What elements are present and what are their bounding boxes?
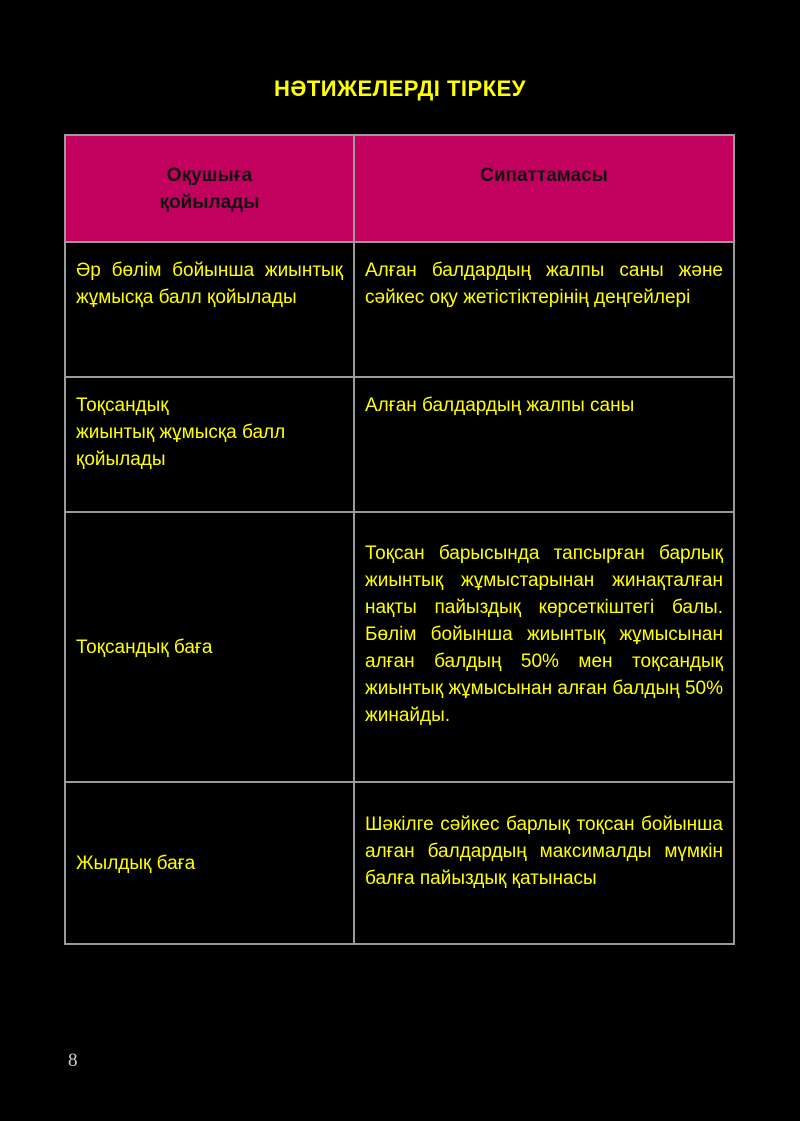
- row-assigned-cell: Тоқсандық жиынтық жұмысқа балл қойылады: [65, 377, 354, 512]
- table-row: [65, 242, 734, 377]
- results-table: [64, 134, 735, 945]
- page-title: НӘТИЖЕЛЕРДІ ТІРКЕУ: [274, 76, 526, 101]
- table-row: [65, 377, 734, 512]
- header-description: [354, 135, 734, 242]
- row-assigned-cell: Әр бөлім бойынша жиынтық жұмысқа балл қойылады: [65, 242, 354, 377]
- table-row: [65, 782, 734, 944]
- row-description-cell: Алған балдардың жалпы саны және сәйкес оқу жетістіктерінің деңгейлері: [354, 242, 734, 377]
- table-header-row: [65, 135, 734, 242]
- row-description-cell: Шәкілге сәйкес барлық тоқсан бойынша алған балдардың максималды мүмкін балға пайыздық қатынасы: [354, 782, 734, 944]
- row-description-cell: Тоқсан барысында тапсырған барлық жиынтық жұмыстарынан жинақталған нақты пайыздық көрсеткіштегі балы. Бөлім бойынша жиынтық жұмысынан алған балдың 50% мен тоқсандық жиынтық жұмысынан алған балдың 50% жинайды.: [354, 512, 734, 782]
- row-description-cell: Алған балдардың жалпы саны: [354, 377, 734, 512]
- header-assigned-label: Оқушыға қойылады: [159, 165, 260, 213]
- page-number: 8: [68, 1050, 78, 1071]
- row-assigned-cell: Жылдық баға: [65, 782, 354, 944]
- header-description-label: Сипаттамасы: [480, 165, 608, 186]
- table-row: [65, 512, 734, 782]
- row-assigned-cell: Тоқсандық баға: [65, 512, 354, 782]
- header-assigned: [65, 135, 354, 242]
